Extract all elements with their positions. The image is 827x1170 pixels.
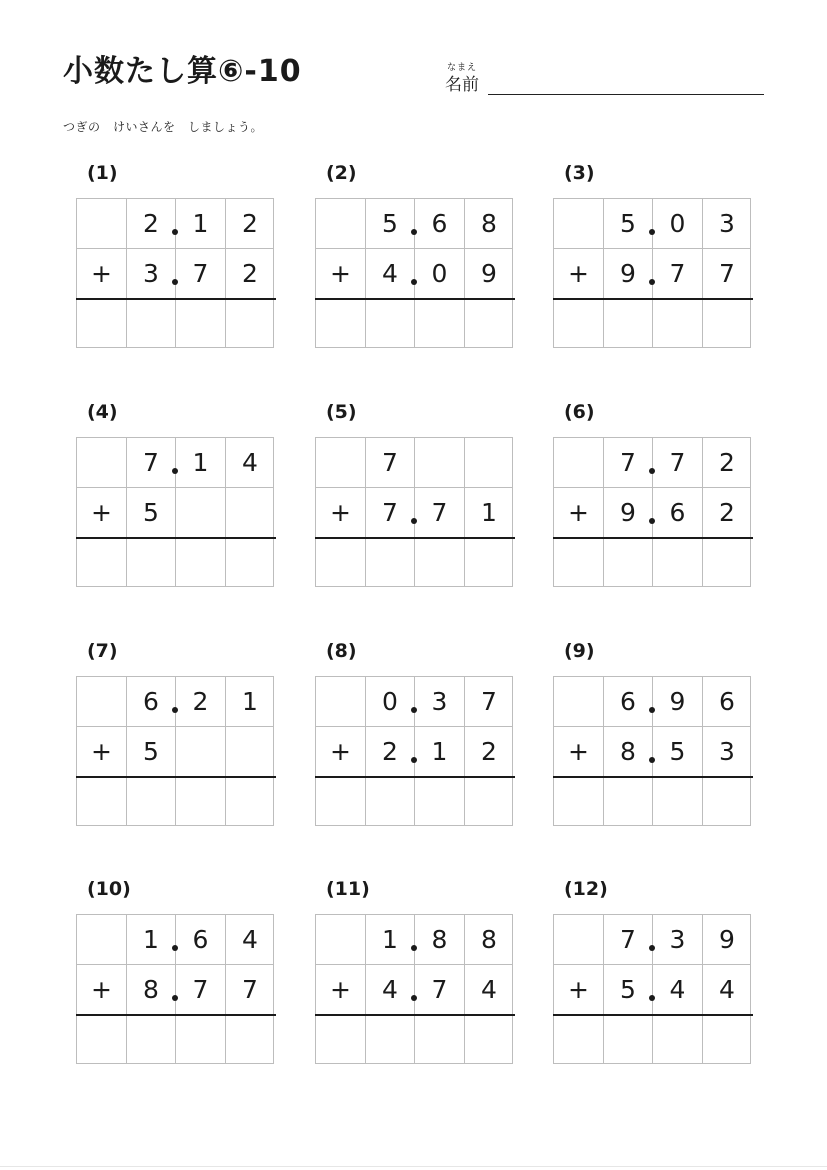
answer-cell[interactable] bbox=[604, 778, 653, 827]
answer-cell[interactable] bbox=[127, 778, 176, 827]
decimal-point bbox=[172, 468, 178, 474]
top-digit: 7 bbox=[620, 448, 636, 477]
problem-9 bbox=[553, 640, 753, 876]
decimal-point bbox=[411, 279, 417, 285]
bottom-digit: 2 bbox=[382, 737, 398, 766]
answer-cell[interactable] bbox=[366, 1016, 415, 1065]
decimal-point bbox=[411, 995, 417, 1001]
answer-cell[interactable] bbox=[226, 1016, 275, 1065]
problem-label: (4) bbox=[87, 401, 118, 423]
answer-cell[interactable] bbox=[415, 539, 464, 588]
answer-cell[interactable] bbox=[366, 778, 415, 827]
answer-cell[interactable] bbox=[226, 300, 275, 349]
answer-cell[interactable] bbox=[415, 300, 464, 349]
bottom-digit: 7 bbox=[192, 975, 209, 1004]
top-digit: 4 bbox=[242, 925, 258, 954]
answer-cell[interactable] bbox=[653, 300, 702, 349]
answer-cell[interactable] bbox=[127, 539, 176, 588]
bottom-digit: 9 bbox=[620, 259, 636, 288]
problem-label: (11) bbox=[326, 878, 370, 900]
answer-cell[interactable] bbox=[366, 300, 415, 349]
worksheet-title: 小数たし算⑥-10 bbox=[63, 54, 302, 89]
decimal-point bbox=[649, 229, 655, 235]
bottom-digit: 4 bbox=[719, 975, 735, 1004]
answer-cell[interactable] bbox=[226, 778, 275, 827]
top-digit: 7 bbox=[669, 448, 686, 477]
problem-10 bbox=[76, 878, 276, 1114]
decimal-point bbox=[649, 707, 655, 713]
plus-sign: + bbox=[568, 737, 589, 766]
decimal-point bbox=[411, 757, 417, 763]
bottom-digit: 0 bbox=[431, 259, 448, 288]
top-digit: 1 bbox=[192, 448, 209, 477]
answer-cell[interactable] bbox=[465, 539, 514, 588]
problem-grid-box bbox=[76, 676, 274, 826]
top-digit: 4 bbox=[242, 448, 258, 477]
problem-label: (3) bbox=[564, 162, 595, 184]
top-digit: 1 bbox=[242, 687, 258, 716]
plus-sign: + bbox=[91, 737, 112, 766]
problem-label: (12) bbox=[564, 878, 608, 900]
name-furigana: なまえ bbox=[447, 63, 478, 73]
plus-sign: + bbox=[330, 259, 351, 288]
top-digit: 9 bbox=[719, 925, 735, 954]
answer-cell[interactable] bbox=[77, 539, 126, 588]
name-label: 名前 bbox=[445, 75, 479, 95]
problem-label: (10) bbox=[87, 878, 131, 900]
answer-cell[interactable] bbox=[316, 539, 365, 588]
bottom-digit: 7 bbox=[669, 259, 686, 288]
answer-cell[interactable] bbox=[77, 1016, 126, 1065]
answer-cell[interactable] bbox=[127, 300, 176, 349]
decimal-point bbox=[649, 279, 655, 285]
top-digit: 6 bbox=[192, 925, 209, 954]
answer-cell[interactable] bbox=[415, 778, 464, 827]
answer-cell[interactable] bbox=[366, 539, 415, 588]
bottom-digit: 5 bbox=[669, 737, 686, 766]
decimal-point bbox=[411, 229, 417, 235]
answer-cell[interactable] bbox=[176, 1016, 225, 1065]
top-digit: 1 bbox=[192, 209, 209, 238]
answer-cell[interactable] bbox=[604, 539, 653, 588]
problem-label: (9) bbox=[564, 640, 595, 662]
bottom-digit: 7 bbox=[431, 498, 448, 527]
answer-cell[interactable] bbox=[554, 1016, 603, 1065]
bottom-digit: 2 bbox=[481, 737, 497, 766]
answer-cell[interactable] bbox=[176, 778, 225, 827]
problem-grid-box bbox=[76, 914, 274, 1064]
bottom-digit: 6 bbox=[669, 498, 686, 527]
bottom-digit: 1 bbox=[431, 737, 448, 766]
problem-grid-box bbox=[76, 437, 274, 587]
decimal-point bbox=[649, 757, 655, 763]
answer-cell[interactable] bbox=[703, 300, 752, 349]
bottom-digit: 7 bbox=[192, 259, 209, 288]
top-digit: 3 bbox=[719, 209, 735, 238]
top-digit: 7 bbox=[620, 925, 636, 954]
answer-cell[interactable] bbox=[316, 778, 365, 827]
top-digit: 6 bbox=[719, 687, 735, 716]
answer-cell[interactable] bbox=[415, 1016, 464, 1065]
answer-cell[interactable] bbox=[554, 300, 603, 349]
problem-grid-box bbox=[553, 198, 751, 348]
decimal-point bbox=[172, 995, 178, 1001]
problem-grid-box bbox=[315, 676, 513, 826]
bottom-digit: 8 bbox=[143, 975, 159, 1004]
top-digit: 7 bbox=[481, 687, 497, 716]
name-write-line[interactable] bbox=[488, 94, 764, 95]
problem-7 bbox=[76, 640, 276, 876]
problem-12 bbox=[553, 878, 753, 1114]
bottom-digit: 3 bbox=[719, 737, 735, 766]
answer-cell[interactable] bbox=[653, 778, 702, 827]
answer-cell[interactable] bbox=[554, 778, 603, 827]
decimal-point bbox=[649, 945, 655, 951]
top-digit: 8 bbox=[431, 925, 448, 954]
problem-grid-box bbox=[315, 437, 513, 587]
decimal-point bbox=[411, 945, 417, 951]
plus-sign: + bbox=[568, 975, 589, 1004]
answer-cell[interactable] bbox=[554, 539, 603, 588]
answer-cell[interactable] bbox=[604, 1016, 653, 1065]
answer-cell[interactable] bbox=[77, 300, 126, 349]
answer-cell[interactable] bbox=[703, 539, 752, 588]
problem-label: (5) bbox=[326, 401, 357, 423]
bottom-digit: 5 bbox=[143, 737, 159, 766]
bottom-digit: 4 bbox=[481, 975, 497, 1004]
plus-sign: + bbox=[330, 498, 351, 527]
bottom-digit: 2 bbox=[719, 498, 735, 527]
problem-grid-box bbox=[76, 198, 274, 348]
top-digit: 1 bbox=[382, 925, 398, 954]
top-digit: 6 bbox=[143, 687, 159, 716]
problem-label: (6) bbox=[564, 401, 595, 423]
bottom-digit: 5 bbox=[620, 975, 636, 1004]
problem-1 bbox=[76, 162, 276, 398]
decimal-point bbox=[172, 279, 178, 285]
problem-11 bbox=[315, 878, 515, 1114]
bottom-digit: 4 bbox=[669, 975, 686, 1004]
decimal-point bbox=[649, 518, 655, 524]
decimal-point bbox=[411, 518, 417, 524]
bottom-digit: 7 bbox=[242, 975, 258, 1004]
problem-grid-box bbox=[553, 676, 751, 826]
top-digit: 6 bbox=[431, 209, 448, 238]
answer-cell[interactable] bbox=[465, 300, 514, 349]
top-digit: 7 bbox=[143, 448, 159, 477]
top-digit: 2 bbox=[143, 209, 159, 238]
answer-cell[interactable] bbox=[77, 778, 126, 827]
bottom-digit: 4 bbox=[382, 259, 398, 288]
top-digit: 2 bbox=[719, 448, 735, 477]
problem-label: (2) bbox=[326, 162, 357, 184]
problem-label: (1) bbox=[87, 162, 118, 184]
bottom-digit: 7 bbox=[431, 975, 448, 1004]
problem-5 bbox=[315, 401, 515, 637]
plus-sign: + bbox=[91, 498, 112, 527]
bottom-digit: 7 bbox=[719, 259, 735, 288]
problem-grid-box bbox=[315, 914, 513, 1064]
plus-sign: + bbox=[91, 975, 112, 1004]
problem-grid-box bbox=[553, 437, 751, 587]
problem-4 bbox=[76, 401, 276, 637]
plus-sign: + bbox=[330, 737, 351, 766]
decimal-point bbox=[172, 945, 178, 951]
top-digit: 0 bbox=[669, 209, 686, 238]
problem-grid-box bbox=[315, 198, 513, 348]
bottom-digit: 9 bbox=[620, 498, 636, 527]
answer-cell[interactable] bbox=[465, 1016, 514, 1065]
decimal-point bbox=[172, 229, 178, 235]
problem-label: (8) bbox=[326, 640, 357, 662]
top-digit: 7 bbox=[382, 448, 398, 477]
name-field bbox=[445, 60, 765, 100]
answer-cell[interactable] bbox=[703, 778, 752, 827]
answer-cell[interactable] bbox=[465, 778, 514, 827]
answer-cell[interactable] bbox=[226, 539, 275, 588]
bottom-digit: 9 bbox=[481, 259, 497, 288]
answer-cell[interactable] bbox=[703, 1016, 752, 1065]
problem-label: (7) bbox=[87, 640, 118, 662]
decimal-point bbox=[172, 707, 178, 713]
answer-cell[interactable] bbox=[653, 539, 702, 588]
answer-cell[interactable] bbox=[176, 300, 225, 349]
top-digit: 8 bbox=[481, 925, 497, 954]
answer-cell[interactable] bbox=[316, 300, 365, 349]
answer-cell[interactable] bbox=[604, 300, 653, 349]
top-digit: 3 bbox=[669, 925, 686, 954]
plus-sign: + bbox=[568, 498, 589, 527]
problem-grid-box bbox=[553, 914, 751, 1064]
problem-6 bbox=[553, 401, 753, 637]
answer-cell[interactable] bbox=[316, 1016, 365, 1065]
decimal-point bbox=[649, 468, 655, 474]
bottom-digit: 4 bbox=[382, 975, 398, 1004]
bottom-digit: 1 bbox=[481, 498, 497, 527]
plus-sign: + bbox=[568, 259, 589, 288]
problem-8 bbox=[315, 640, 515, 876]
top-digit: 5 bbox=[382, 209, 398, 238]
top-digit: 2 bbox=[192, 687, 209, 716]
bottom-digit: 5 bbox=[143, 498, 159, 527]
top-digit: 1 bbox=[143, 925, 159, 954]
top-digit: 6 bbox=[620, 687, 636, 716]
problem-3 bbox=[553, 162, 753, 398]
bottom-digit: 3 bbox=[143, 259, 159, 288]
page-bottom-divider bbox=[0, 1166, 827, 1167]
bottom-digit: 8 bbox=[620, 737, 636, 766]
answer-cell[interactable] bbox=[127, 1016, 176, 1065]
top-digit: 2 bbox=[242, 209, 258, 238]
top-digit: 3 bbox=[431, 687, 448, 716]
bottom-digit: 7 bbox=[382, 498, 398, 527]
bottom-digit: 2 bbox=[242, 259, 258, 288]
plus-sign: + bbox=[330, 975, 351, 1004]
answer-cell[interactable] bbox=[653, 1016, 702, 1065]
plus-sign: + bbox=[91, 259, 112, 288]
problem-2 bbox=[315, 162, 515, 398]
instruction-text: つぎの けいさんを しましょう。 bbox=[63, 120, 264, 134]
top-digit: 8 bbox=[481, 209, 497, 238]
top-digit: 9 bbox=[669, 687, 686, 716]
top-digit: 0 bbox=[382, 687, 398, 716]
decimal-point bbox=[411, 707, 417, 713]
decimal-point bbox=[649, 995, 655, 1001]
top-digit: 5 bbox=[620, 209, 636, 238]
answer-cell[interactable] bbox=[176, 539, 225, 588]
